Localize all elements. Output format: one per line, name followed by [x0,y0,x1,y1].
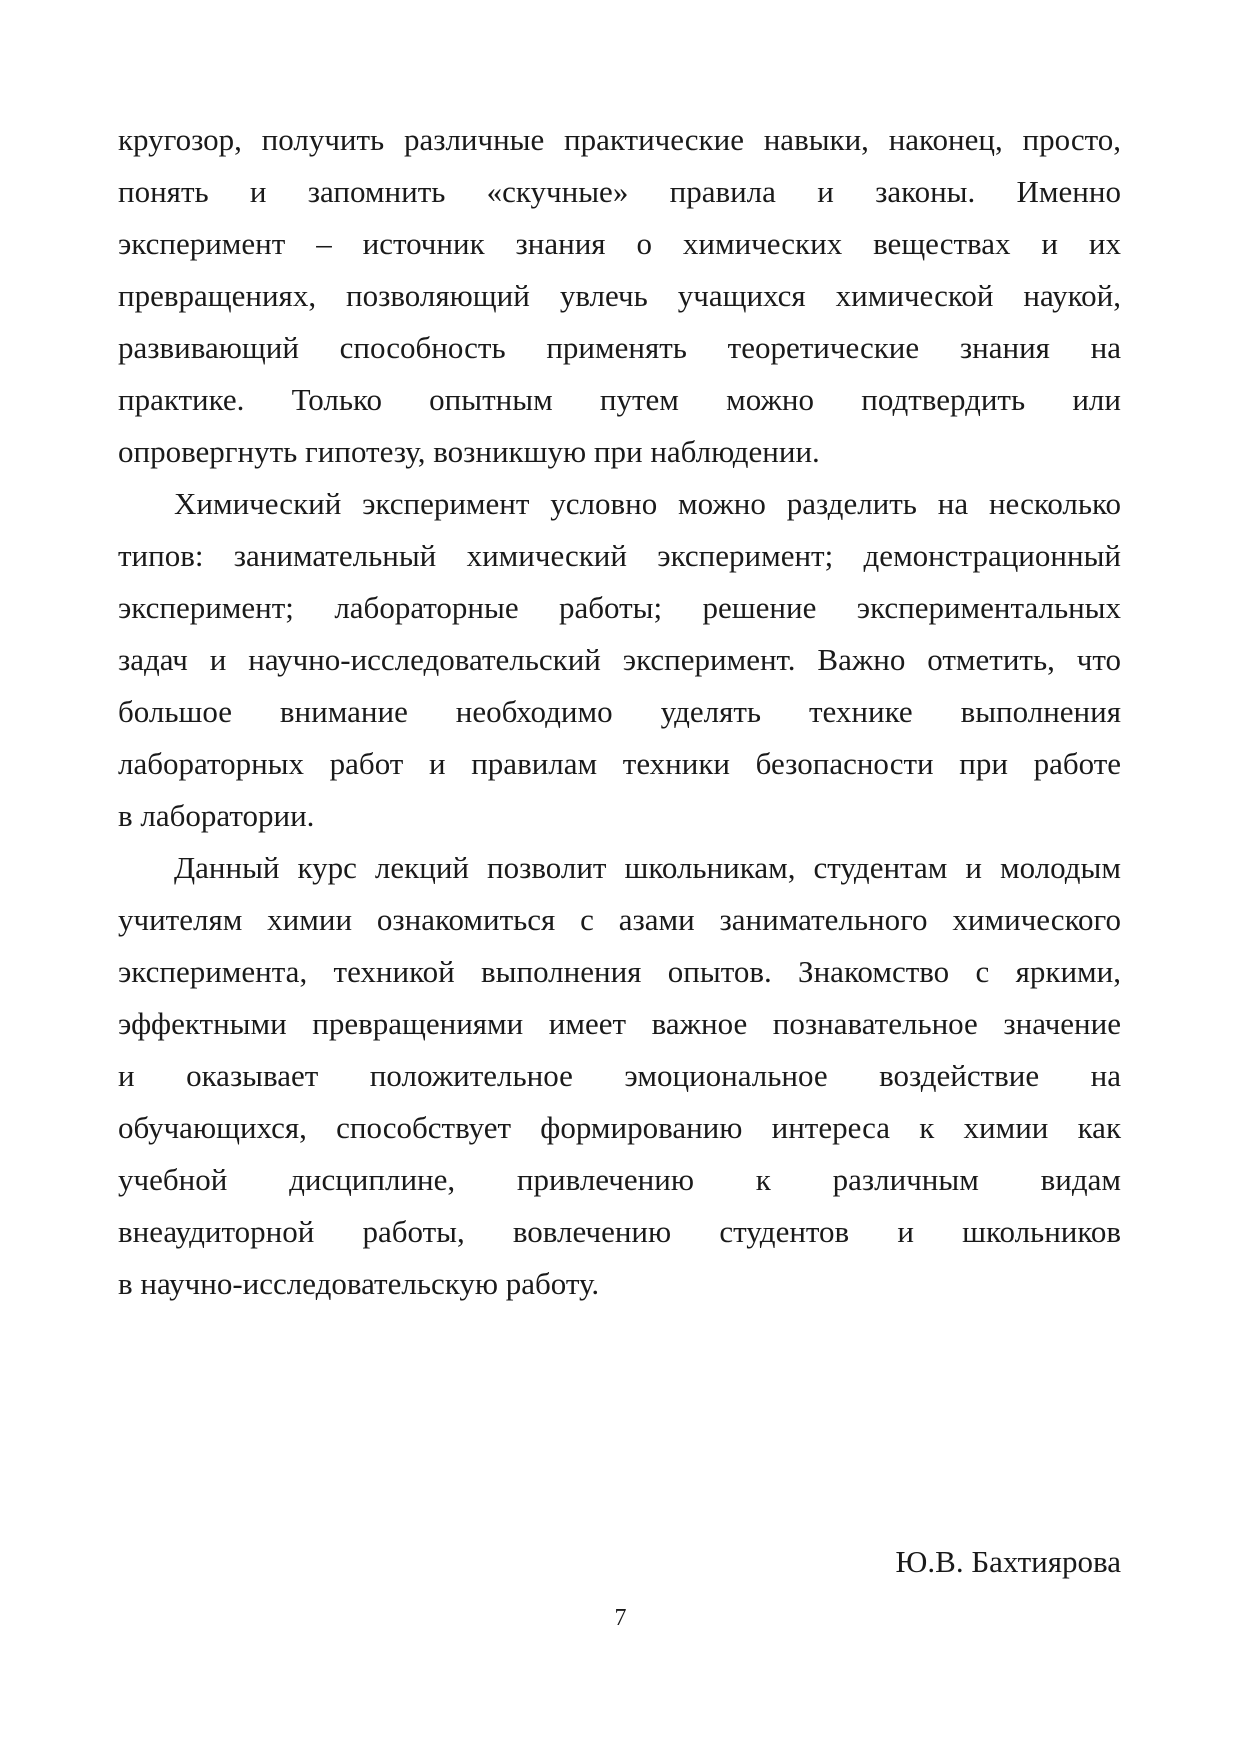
paragraph-1-line-2: понять и запомнить «скучные» правила и законы. Именно [118,174,1121,209]
paragraph-3-line-2: учителям химии ознакомиться с азами занимательного химического [118,902,1121,937]
paragraph-2-line-7: в лаборатории. [118,798,315,833]
paragraph-1-line-6: практике. Только опытным путем можно подтвердить или [118,382,1121,417]
paragraph-3-line-4: эффектными превращениями имеет важное познавательное значение [118,1006,1121,1041]
paragraph-1-line-3: эксперимент – источник знания о химических веществах и их [118,226,1121,261]
paragraph-2-line-4: задач и научно-исследовательский эксперимент. Важно отметить, что [118,642,1121,677]
paragraph-3-line-5: и оказывает положительное эмоциональное воздействие на [118,1058,1121,1093]
paragraph-2-line-6: лабораторных работ и правилам техники безопасности при работе [118,746,1121,781]
paragraph-3-line-8: внеаудиторной работы, вовлечению студентов и школьников [118,1214,1121,1249]
paragraph-2-line-1: Химический эксперимент условно можно разделить на несколько [174,486,1121,521]
paragraph-3-line-6: обучающихся, способствует формированию интереса к химии как [118,1110,1121,1145]
paragraph-2-line-3: эксперимент; лабораторные работы; решение экспериментальных [118,590,1121,625]
paragraph-1-line-5: развивающий способность применять теоретические знания на [118,330,1121,365]
paragraph-3-line-3: эксперимента, техникой выполнения опытов. Знакомство с яркими, [118,954,1121,989]
paragraph-3-line-1: Данный курс лекций позволит школьникам, студентам и молодым [174,850,1121,885]
page-number: 7 [614,1605,627,1631]
paragraph-1-line-4: превращениях, позволяющий увлечь учащихся химической наукой, [118,278,1121,313]
paragraph-3-line-9: в научно-исследовательскую работу. [118,1266,600,1301]
paragraph-1-line-7: опровергнуть гипотезу, возникшую при наблюдении. [118,434,820,469]
paragraph-2-line-2: типов: занимательный химический эксперимент; демонстрационный [118,538,1121,573]
paragraph-2-line-5: большое внимание необходимо уделять технике выполнения [118,694,1121,729]
paragraph-1-line-1: кругозор, получить различные практические навыки, наконец, просто, [118,122,1121,157]
author-signature: Ю.В. Бахтиярова [895,1544,1121,1579]
paragraph-3-line-7: учебной дисциплине, привлечению к различным видам [118,1162,1121,1197]
